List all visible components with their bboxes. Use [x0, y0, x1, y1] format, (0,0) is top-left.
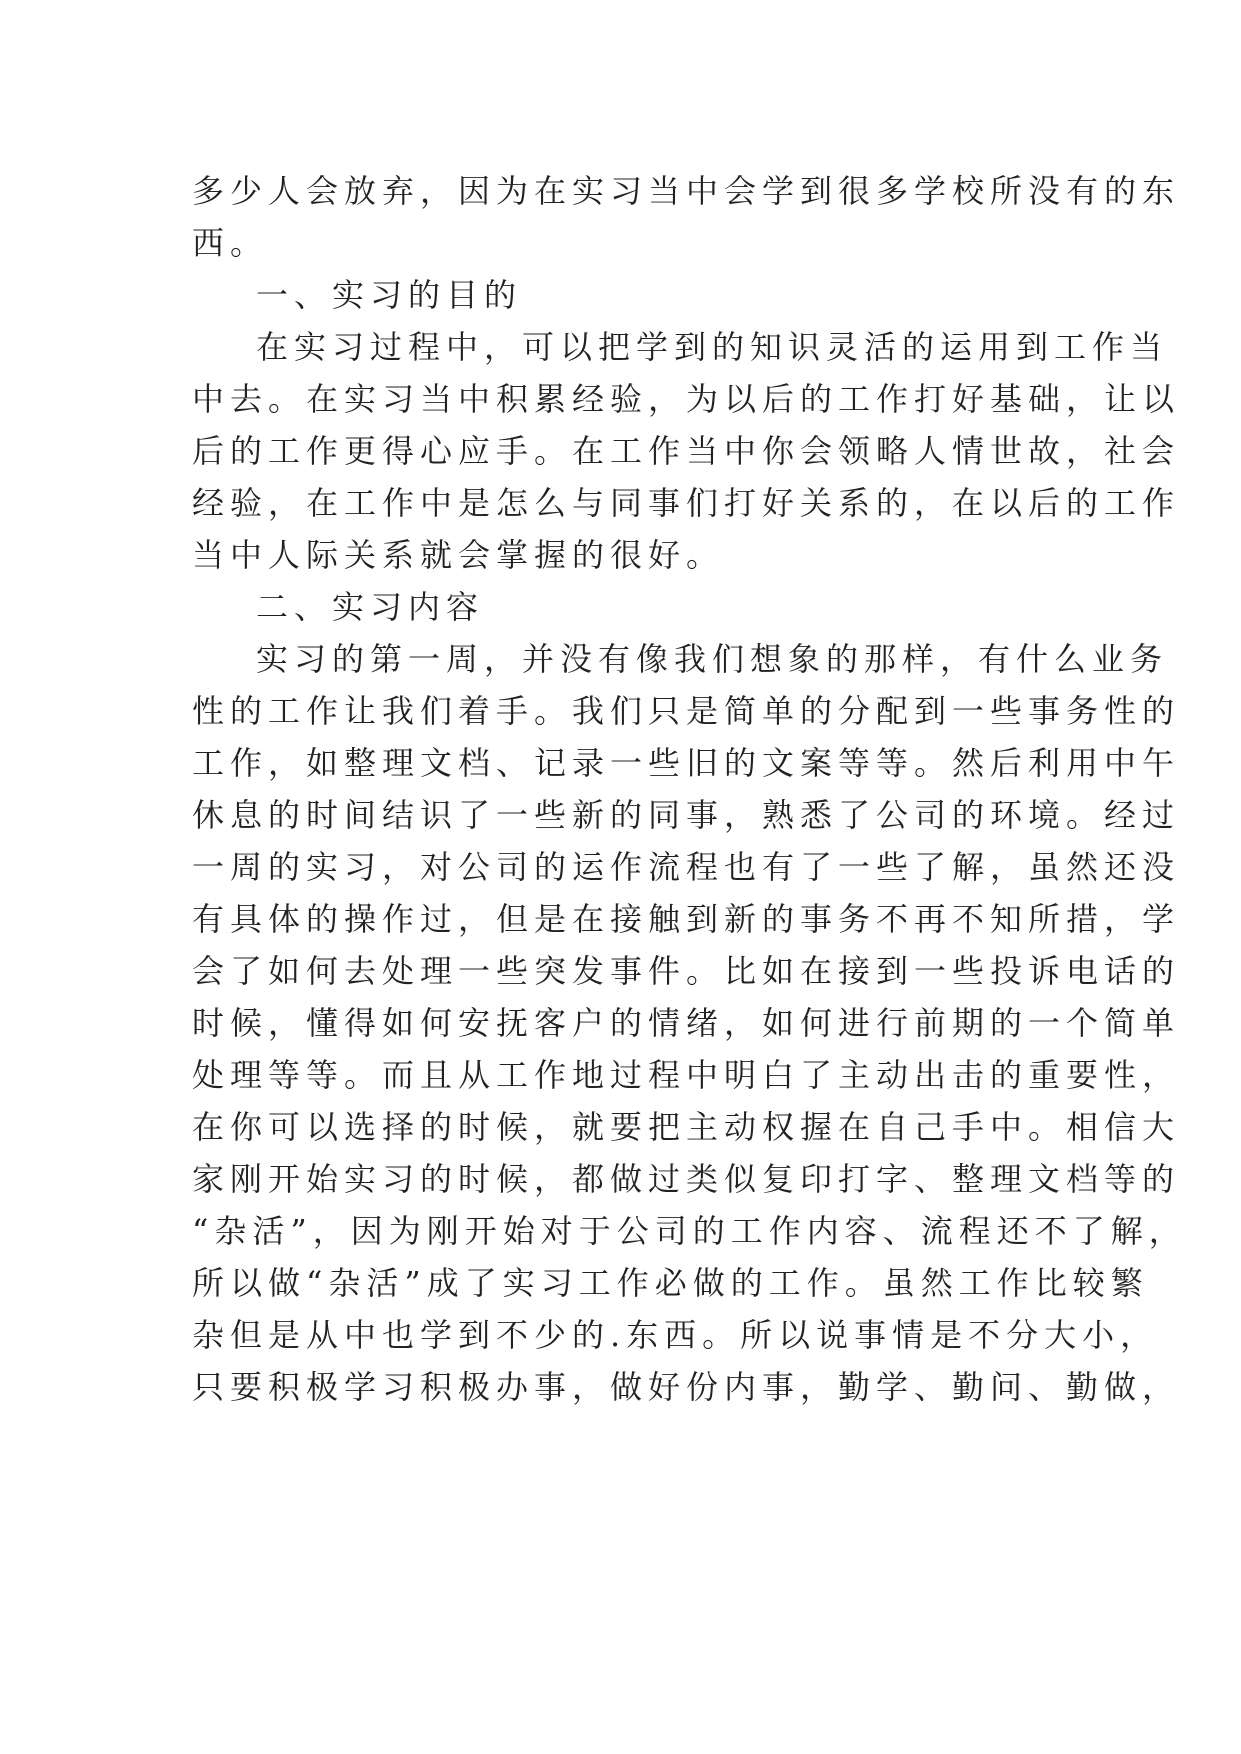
section-heading: 二、实习内容	[256, 588, 485, 626]
text-line: 多少人会放弃，因为在实习当中会学到很多学校所没有的东	[192, 172, 1181, 210]
text-line: 所以做“杂活”成了实习工作必做的工作。虽然工作比较繁	[192, 1264, 1149, 1302]
text-line: 中去。在实习当中积累经验，为以后的工作打好基础，让以	[192, 380, 1181, 418]
text-line: 西。	[192, 224, 269, 262]
text-line: 会了如何去处理一些突发事件。比如在接到一些投诉电话的	[192, 952, 1181, 990]
text-line: 只要积极学习积极办事，做好份内事，勤学、勤问、勤做，	[192, 1368, 1181, 1406]
text-line: 在实习过程中，可以把学到的知识灵活的运用到工作当	[256, 328, 1169, 366]
text-line: 有具体的操作过，但是在接触到新的事务不再不知所措，学	[192, 900, 1181, 938]
section-heading: 一、实习的目的	[256, 276, 523, 314]
text-line: 处理等等。而且从工作地过程中明白了主动出击的重要性，	[192, 1056, 1181, 1094]
text-line: 在你可以选择的时候，就要把主动权握在自己手中。相信大	[192, 1108, 1181, 1146]
text-line: “杂活”，因为刚开始对于公司的工作内容、流程还不了解，	[192, 1212, 1187, 1250]
text-line: 休息的时间结识了一些新的同事，熟悉了公司的环境。经过	[192, 796, 1181, 834]
text-line: 时候，懂得如何安抚客户的情绪，如何进行前期的一个简单	[192, 1004, 1181, 1042]
text-line: 后的工作更得心应手。在工作当中你会领略人情世故，社会	[192, 432, 1181, 470]
text-line: 当中人际关系就会掌握的很好。	[192, 536, 725, 574]
text-line: 杂但是从中也学到不少的.东西。所以说事情是不分大小，	[192, 1316, 1159, 1354]
text-line: 实习的第一周，并没有像我们想象的那样，有什么业务	[256, 640, 1169, 678]
text-line: 经验，在工作中是怎么与同事们打好关系的，在以后的工作	[192, 484, 1181, 522]
text-line: 工作，如整理文档、记录一些旧的文案等等。然后利用中午	[192, 744, 1181, 782]
text-line: 家刚开始实习的时候，都做过类似复印打字、整理文档等的	[192, 1160, 1181, 1198]
text-line: 一周的实习，对公司的运作流程也有了一些了解，虽然还没	[192, 848, 1181, 886]
text-line: 性的工作让我们着手。我们只是简单的分配到一些事务性的	[192, 692, 1181, 730]
